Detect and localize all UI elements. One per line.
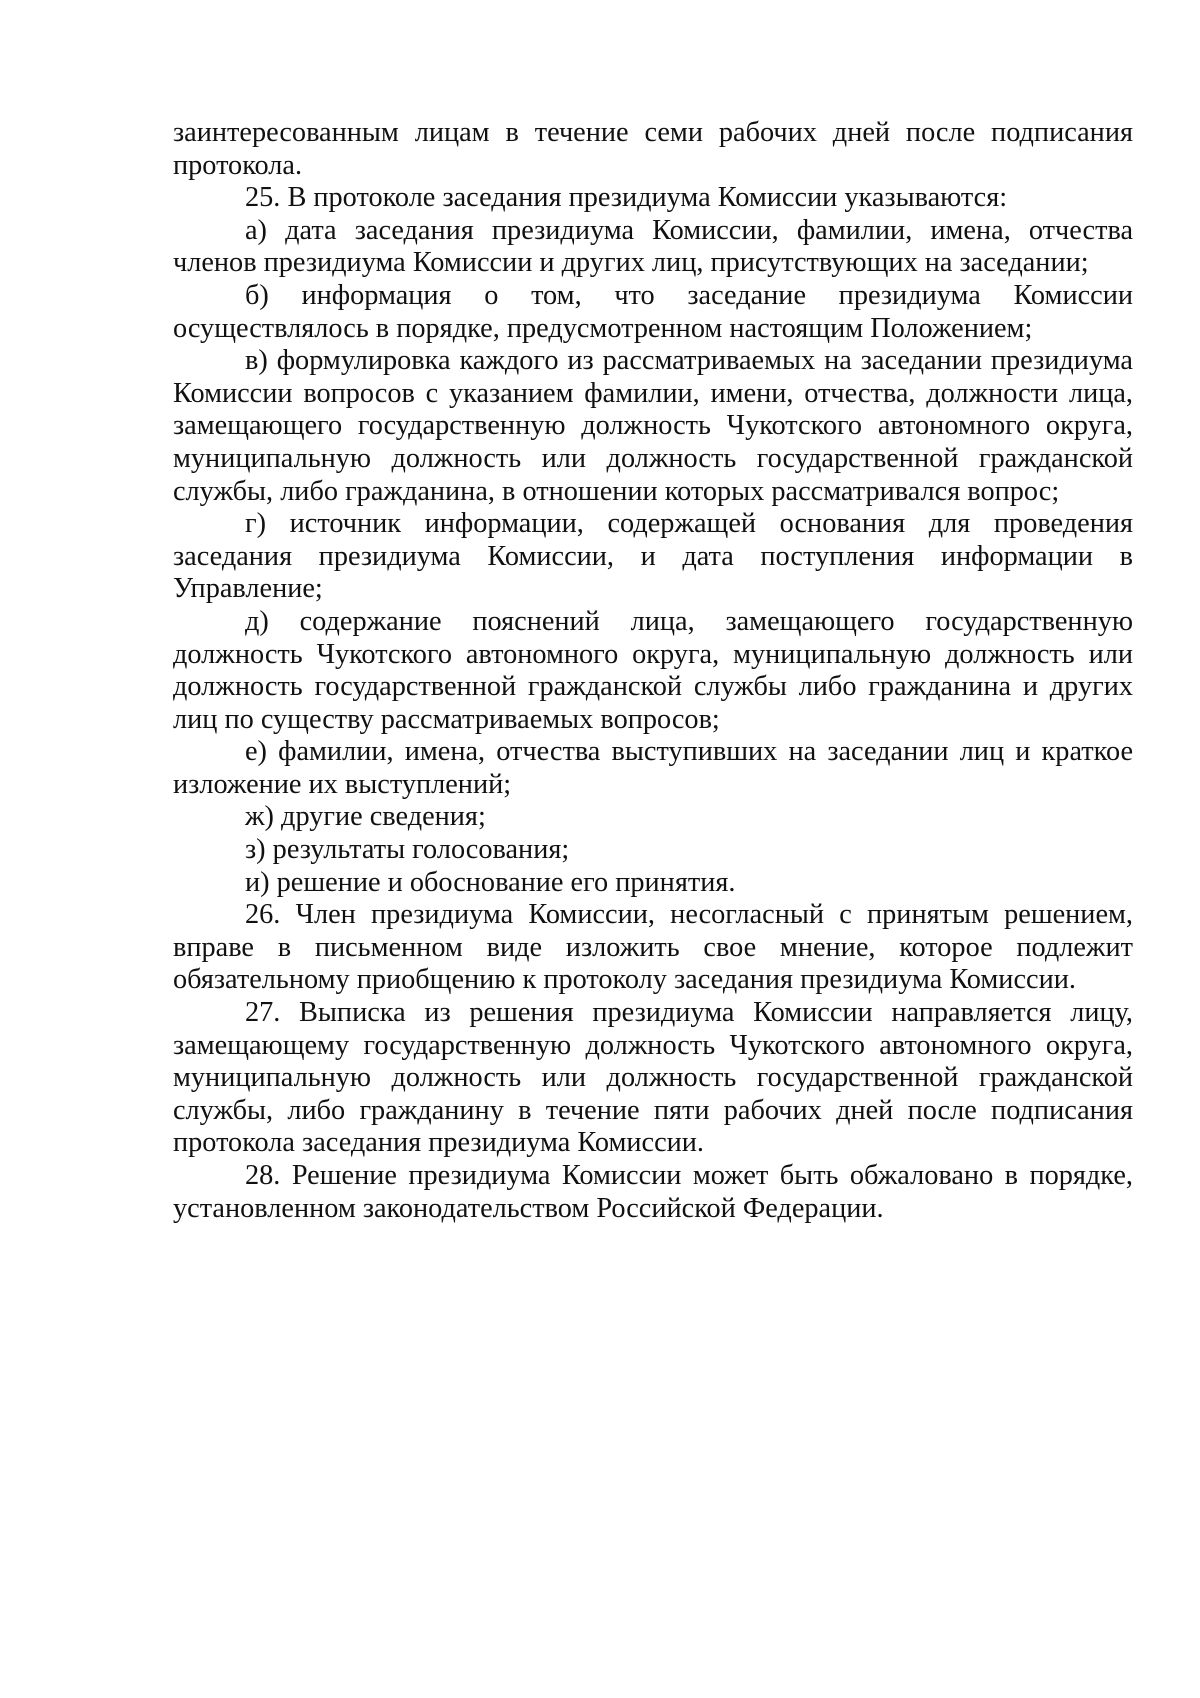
paragraph-subitem-e: е) фамилии, имена, отчества выступивших на заседании лиц и краткое изложение их выступлений;	[173, 736, 1133, 800]
paragraph-subitem-g: г) источник информации, содержащей основания для проведения заседания президиума Комиссии, и дата поступления информации в Управление;	[173, 508, 1133, 605]
paragraph-item-28: 28. Решение президиума Комиссии может быть обжаловано в порядке, установленном законодательством Российской Федерации.	[173, 1160, 1133, 1224]
paragraph-subitem-zh: ж) другие сведения;	[245, 801, 486, 833]
paragraph-subitem-v: в) формулировка каждого из рассматриваемых на заседании президиума Комиссии вопросов с указанием фамилии, имени, отчества, должности лица, замещающего государственную должность Чукотского автономного округа, муниципальную должность или должность государственной гражданской службы, либо гражданина, в отношении которых рассматривался вопрос;	[173, 345, 1133, 507]
paragraph-item-25: 25. В протоколе заседания президиума Комиссии указываются:	[245, 182, 1008, 214]
paragraph-subitem-a: а) дата заседания президиума Комиссии, фамилии, имена, отчества членов президиума Комиссии и других лиц, присутствующих на заседании;	[173, 214, 1133, 279]
paragraph-subitem-d: д) содержание пояснений лица, замещающего государственную должность Чукотского автономного округа, муниципальную должность или должность государственной гражданской службы либо гражданина и других лиц по существу рассматриваемых вопросов;	[173, 605, 1133, 735]
document-body	[173, 117, 1133, 1225]
paragraph-continuation: заинтересованным лицам в течение семи рабочих дней после подписания протокола.	[173, 117, 1133, 181]
paragraph-item-27: 27. Выписка из решения президиума Комиссии направляется лицу, замещающему государственную должность Чукотского автономного округа, муниципальную должность или должность государственной гражданской службы, либо гражданину в течение пяти рабочих дней после подписания протокола заседания президиума Комиссии.	[173, 997, 1133, 1159]
paragraph-subitem-i: и) решение и обоснование его принятия.	[245, 866, 736, 898]
paragraph-subitem-b: б) информация о том, что заседание президиума Комиссии осуществлялось в порядке, предусмотренном настоящим Положением;	[173, 279, 1133, 344]
paragraph-subitem-z: з) результаты голосования;	[245, 834, 570, 866]
paragraph-item-26: 26. Член президиума Комиссии, несогласный с принятым решением, вправе в письменном виде изложить свое мнение, которое подлежит обязательному приобщению к протоколу заседания президиума Комиссии.	[173, 899, 1133, 996]
